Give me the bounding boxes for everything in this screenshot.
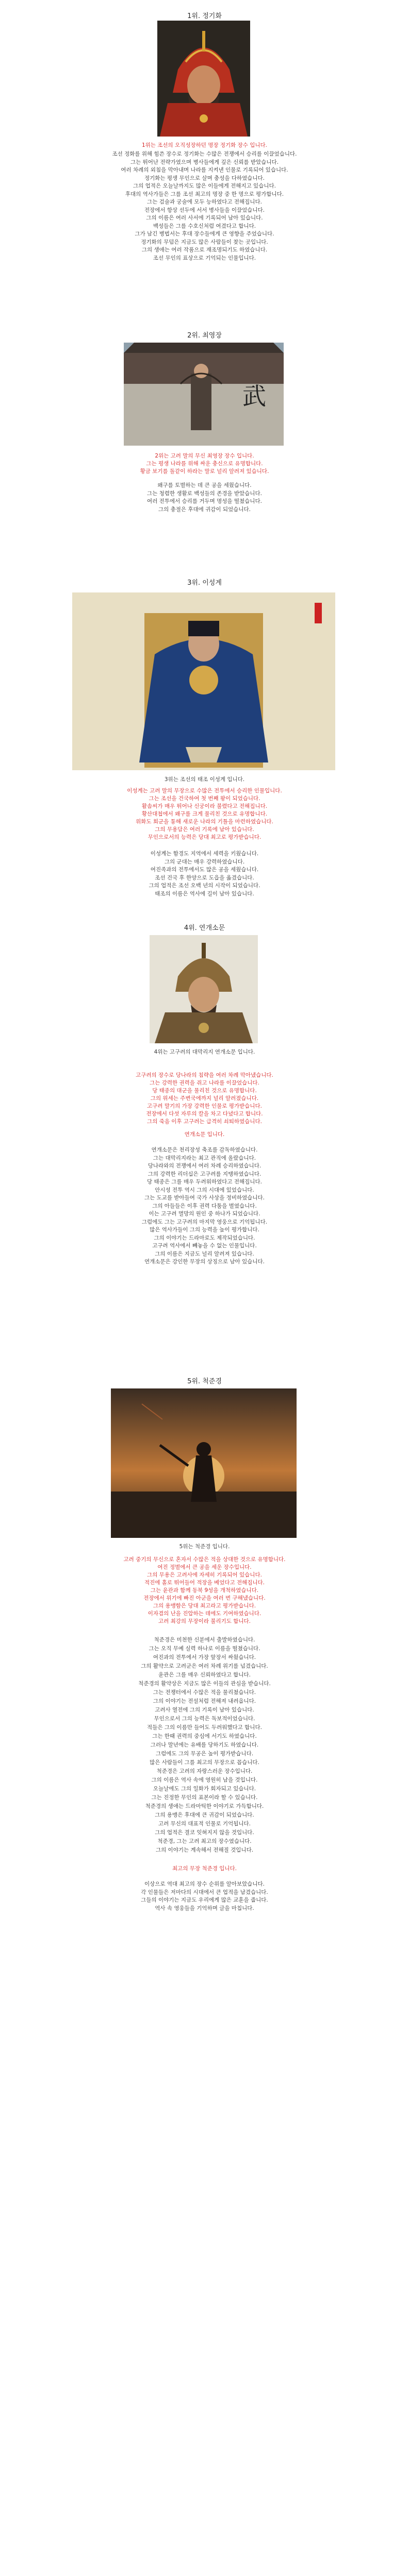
caption-line: 그의 죽음 이후 고구려는 급격히 쇠퇴하였습니다. bbox=[147, 1118, 262, 1125]
section-heading-1: 1위. 정기화 bbox=[187, 12, 222, 20]
section-heading-2: 2위. 최영장 bbox=[187, 332, 222, 340]
caption-line: 그는 강력한 권력을 쥐고 나라를 이끌었습니다. bbox=[150, 1080, 259, 1086]
caption-line: 1위는 조선의 오직성장하던 명장 정기화 장수 입니다. bbox=[141, 142, 268, 148]
body-line: 그럼에도 그의 무공은 높이 평가받습니다. bbox=[155, 1751, 254, 1757]
caption-line: 그의 무용은 고려사에 자세히 기록되어 있습니다. bbox=[147, 1572, 262, 1578]
body-line: 당 태종은 그를 매우 두려워하였다고 전해집니다. bbox=[147, 1179, 262, 1185]
caption-line: 그의 위세는 주변국에까지 널리 알려졌습니다. bbox=[150, 1095, 259, 1101]
caption-red-3 bbox=[0, 787, 409, 841]
body-line: 그의 이야기는 전설처럼 전해져 내려옵니다. bbox=[153, 1698, 256, 1704]
body-line: 연개소문은 천리장성 축조를 감독하였습니다. bbox=[151, 1147, 258, 1153]
body-line: 여러 차례의 외침을 막아내며 나라를 지켜낸 인물로 기록되어 있습니다. bbox=[121, 167, 288, 173]
caption-line: 그는 조선을 건국하여 첫 번째 왕이 되었습니다. bbox=[149, 795, 260, 802]
caption-red-4 bbox=[0, 1072, 409, 1126]
section-heading-4: 4위. 연개소문 bbox=[184, 924, 225, 932]
body-line: 고구려 역사에서 빼놓을 수 없는 인물입니다. bbox=[152, 1243, 257, 1249]
calligraphy-logo: 武 bbox=[242, 382, 266, 410]
body-line: 각 인물들은 저마다의 시대에서 큰 업적을 남겼습니다. bbox=[141, 1889, 268, 1895]
body-line: 여진족과의 전투에서도 많은 공을 세웠습니다. bbox=[150, 867, 259, 873]
caption-line: 2위는 고려 말의 무신 최영장 장수 입니다. bbox=[155, 453, 254, 459]
body-line: 그는 한때 권력의 중심에 서기도 하였습니다. bbox=[152, 1733, 257, 1739]
body-line: 그의 업적은 오늘날까지도 많은 이들에게 전해지고 있습니다. bbox=[133, 183, 276, 189]
portrait-image-4 bbox=[150, 935, 258, 1043]
body-line: 그의 이름은 여러 사서에 기록되어 남아 있습니다. bbox=[146, 215, 263, 221]
body-line: 무인으로서 그의 능력은 독보적이었습니다. bbox=[154, 1716, 255, 1722]
body-line: 여진과의 전투에서 가장 앞장서 싸웠습니다. bbox=[153, 1654, 256, 1660]
body-line: 그의 용맹은 후대에 큰 귀감이 되었습니다. bbox=[155, 1812, 254, 1818]
body-line: 그러나 말년에는 유배를 당하기도 하였습니다. bbox=[150, 1742, 259, 1748]
body-line: 윤관은 그를 매우 신뢰하였다고 합니다. bbox=[158, 1672, 251, 1678]
body-line: 조선 건국 후 한양으로 도읍을 옮겼습니다. bbox=[155, 874, 254, 881]
general-helmet-illustration bbox=[150, 935, 258, 1043]
portrait-image-3 bbox=[72, 592, 335, 770]
body-line: 그의 활약으로 고려군은 여러 차례 위기를 넘겼습니다. bbox=[141, 1663, 268, 1669]
caption-red-2 bbox=[0, 452, 409, 476]
body-line: 역사 속 영웅들을 기억하며 글을 마칩니다. bbox=[155, 1905, 254, 1911]
body-line: 그의 업적은 결코 잊혀지지 않을 것입니다. bbox=[155, 1829, 254, 1836]
body-line: 그들의 이야기는 지금도 우리에게 많은 교훈을 줍니다. bbox=[141, 1897, 268, 1903]
body-line: 왜구를 토벌하는 데 큰 공을 세웠습니다. bbox=[157, 482, 252, 488]
body-line: 그는 전쟁터에서 수많은 적을 물리쳤습니다. bbox=[153, 1689, 256, 1696]
caption-line: 활솜씨가 매우 뛰어나 신궁이라 불렸다고 전해집니다. bbox=[141, 803, 268, 809]
caption-line: 황금 보기를 돌같이 하라는 말로 널리 알려져 있습니다. bbox=[140, 468, 269, 474]
caption-line: 그의 용맹함은 당대 최고라고 평가받습니다. bbox=[153, 1603, 256, 1609]
body-line: 안시성 전투 역시 그의 시대에 있었습니다. bbox=[155, 1187, 254, 1193]
body-line: 그의 군대는 매우 강력하였습니다. bbox=[164, 858, 245, 865]
body-line: 그럼에도 그는 고구려의 마지막 영웅으로 기억됩니다. bbox=[141, 1218, 268, 1225]
caption-black-4: 4위는 고구려의 대막리지 연개소문 입니다. bbox=[154, 1049, 255, 1055]
caption-line: 전장에서 위기에 빠진 아군을 여러 번 구해냈습니다. bbox=[143, 1595, 266, 1601]
body-line: 백성들은 그를 수호신처럼 여겼다고 합니다. bbox=[153, 223, 256, 229]
caption-line: 이자겸의 난을 진압하는 데에도 기여하였습니다. bbox=[148, 1611, 261, 1617]
archer-palace-illustration bbox=[124, 343, 284, 446]
caption-line: 황산대첩에서 왜구를 크게 물리친 것으로 유명합니다. bbox=[141, 811, 268, 817]
body-line: 그는 진정한 무인의 표본이라 할 수 있습니다. bbox=[151, 1794, 258, 1801]
caption-line: 위화도 회군을 통해 새로운 나라의 기틀을 마련하였습니다. bbox=[136, 819, 273, 825]
body-line: 척준경의 생애는 드라마틱한 이야기로 가득합니다. bbox=[145, 1803, 264, 1809]
caption-line: 이성계는 고려 말의 무장으로 수많은 전투에서 승리한 인물입니다. bbox=[127, 788, 282, 794]
body-line: 여러 전투에서 승리를 거두며 명성을 떨쳤습니다. bbox=[147, 498, 262, 504]
body-line: 오늘날에도 그의 일화가 회자되고 있습니다. bbox=[153, 1786, 256, 1792]
portrait-image-5 bbox=[111, 1388, 297, 1538]
body-line: 그의 업적은 조선 오백 년의 시작이 되었습니다. bbox=[149, 883, 260, 889]
body-line: 척준경의 활약상은 지금도 많은 이들의 관심을 받습니다. bbox=[138, 1681, 271, 1687]
red-note-4: 연개소문 입니다. bbox=[184, 1131, 225, 1138]
caption-line: 여진 정벌에서 큰 공을 세운 장수입니다. bbox=[157, 1564, 252, 1570]
body-line: 그의 충절은 후대에 귀감이 되었습니다. bbox=[158, 506, 251, 513]
body-line: 고려사 열전에 그의 기록이 남아 있습니다. bbox=[155, 1707, 254, 1713]
body-line: 그는 청렴한 생활로 백성들의 존경을 받았습니다. bbox=[147, 490, 262, 497]
body-line: 그의 생애는 여러 작품으로 재조명되기도 하였습니다. bbox=[141, 247, 268, 253]
body-line: 그는 뛰어난 전략가였으며 병사들에게 깊은 신뢰를 받았습니다. bbox=[130, 159, 279, 165]
body-line: 정기화의 무덤은 지금도 많은 사람들이 찾는 곳입니다. bbox=[141, 239, 268, 245]
body-line: 정기화는 평생 무인으로 살며 충성을 다하였습니다. bbox=[144, 175, 265, 181]
body-line: 척준경, 그는 고려 최고의 장수였습니다. bbox=[157, 1838, 252, 1844]
body-line: 그의 강력한 리더십은 고구려를 지탱하였습니다. bbox=[148, 1171, 261, 1177]
red-footer-5 bbox=[0, 1865, 409, 1873]
body-line: 적들은 그의 이름만 들어도 두려워했다고 합니다. bbox=[147, 1724, 262, 1731]
body-line: 그의 이야기는 드라마로도 제작되었습니다. bbox=[154, 1234, 255, 1241]
caption-line: 고구려의 장수로 당나라의 침략을 여러 차례 막아냈습니다. bbox=[136, 1072, 273, 1078]
warrior-sunset-illustration bbox=[111, 1388, 297, 1538]
body-text-1 bbox=[52, 150, 357, 262]
body-line: 그는 대막리지라는 최고 관직에 올랐습니다. bbox=[153, 1155, 256, 1161]
body-text-2 bbox=[72, 482, 337, 514]
portrait-image-1 bbox=[157, 21, 250, 137]
caption-line: 그의 무용담은 여러 기록에 남아 있습니다. bbox=[155, 826, 254, 833]
caption-line: 고려 최강의 무장이라 불리기도 합니다. bbox=[158, 1618, 251, 1624]
body-line: 연개소문은 강인한 무장의 상징으로 남아 있습니다. bbox=[144, 1259, 265, 1265]
caption-line: 적진에 홀로 뛰어들어 적장을 베었다고 전해집니다. bbox=[144, 1580, 265, 1586]
body-line: 당나라와의 전쟁에서 여러 차례 승리하였습니다. bbox=[148, 1163, 261, 1169]
body-line: 고려 무신의 대표적 인물로 기억됩니다. bbox=[158, 1821, 251, 1827]
body-line: 그가 남긴 병법서는 후대 장수들에게 큰 영향을 주었습니다. bbox=[135, 231, 274, 237]
body-line: 후대의 역사가들은 그를 조선 최고의 명장 중 한 명으로 평가합니다. bbox=[125, 191, 284, 197]
body-text-5 bbox=[62, 1636, 347, 1855]
caption-line: 고려 중기의 무신으로 혼자서 수많은 적을 상대한 것으로 유명합니다. bbox=[123, 1556, 286, 1563]
caption-line: 최고의 무장 척준경 입니다. bbox=[172, 1866, 237, 1872]
tail-text bbox=[62, 1880, 347, 1912]
body-line: 그의 아들들은 이후 권력 다툼을 벌였습니다. bbox=[152, 1202, 257, 1209]
body-line: 이성계는 함경도 지역에서 세력을 키웠습니다. bbox=[150, 851, 259, 857]
caption-black-5: 5위는 척준경 입니다. bbox=[179, 1544, 230, 1550]
body-line: 이상으로 역대 최고의 장수 순위를 알아보았습니다. bbox=[144, 1881, 265, 1887]
body-line: 그의 이름은 역사 속에 영원히 남을 것입니다. bbox=[151, 1777, 258, 1783]
helmet-warrior-illustration bbox=[157, 21, 250, 137]
caption-black-3: 3위는 조선의 태조 이성계 입니다. bbox=[164, 776, 245, 783]
section-heading-3: 3위. 이성계 bbox=[187, 579, 222, 587]
body-line: 태조의 이름은 역사에 길이 남아 있습니다. bbox=[155, 890, 254, 897]
body-line: 많은 역사가들이 그의 능력을 높이 평가합니다. bbox=[150, 1227, 259, 1233]
body-line: 이는 고구려 멸망의 원인 중 하나가 되었습니다. bbox=[149, 1211, 260, 1217]
caption-red-5 bbox=[0, 1556, 409, 1625]
portrait-image-2 bbox=[124, 343, 284, 446]
body-line: 조선 무인의 표상으로 기억되는 인물입니다. bbox=[153, 255, 256, 261]
body-line: 그는 도교를 받아들여 국가 사상을 정비하였습니다. bbox=[144, 1195, 265, 1201]
body-text-4 bbox=[41, 1146, 368, 1266]
body-line: 그의 이름은 지금도 널리 알려져 있습니다. bbox=[155, 1250, 254, 1257]
body-line: 조선 정화를 위해 힘쓴 장수로 정기화는 수많은 전쟁에서 승리를 이끌었습니다. bbox=[112, 151, 297, 157]
body-line: 척준경은 고려의 자랑스러운 장수입니다. bbox=[156, 1768, 253, 1774]
body-line: 전장에서 항상 선두에 서서 병사들을 이끌었습니다. bbox=[144, 207, 265, 213]
caption-line: 무인으로서의 능력은 당대 최고로 평가받습니다. bbox=[148, 834, 261, 840]
caption-line: 고구려 말기의 가장 강력한 인물로 평가받습니다. bbox=[147, 1103, 262, 1109]
body-line: 그는 오직 무예 실력 하나로 이름을 떨쳤습니다. bbox=[149, 1646, 260, 1652]
caption-line: 그는 평생 나라를 위해 싸운 충신으로 유명합니다. bbox=[146, 461, 263, 467]
caption-line: 전장에서 다섯 자루의 칼을 차고 다녔다고 합니다. bbox=[146, 1111, 263, 1117]
section-heading-5: 5위. 척준경 bbox=[187, 1378, 222, 1385]
caption-line: 그는 윤관과 함께 동북 9성을 개척하였습니다. bbox=[150, 1587, 259, 1594]
body-line: 그는 검술과 궁술에 모두 능하였다고 전해집니다. bbox=[147, 199, 262, 205]
body-line: 많은 사람들이 그를 최고의 무장으로 꼽습니다. bbox=[150, 1759, 259, 1766]
body-line: 그의 이야기는 계속해서 전해질 것입니다. bbox=[155, 1847, 254, 1853]
body-text-3 bbox=[72, 850, 337, 898]
king-throne-illustration bbox=[72, 592, 335, 770]
body-line: 척준경은 미천한 신분에서 출발하였습니다. bbox=[154, 1637, 255, 1643]
caption-red-1 bbox=[0, 142, 409, 149]
caption-line: 당 태종의 대군을 물리친 것으로 유명합니다. bbox=[152, 1088, 257, 1094]
